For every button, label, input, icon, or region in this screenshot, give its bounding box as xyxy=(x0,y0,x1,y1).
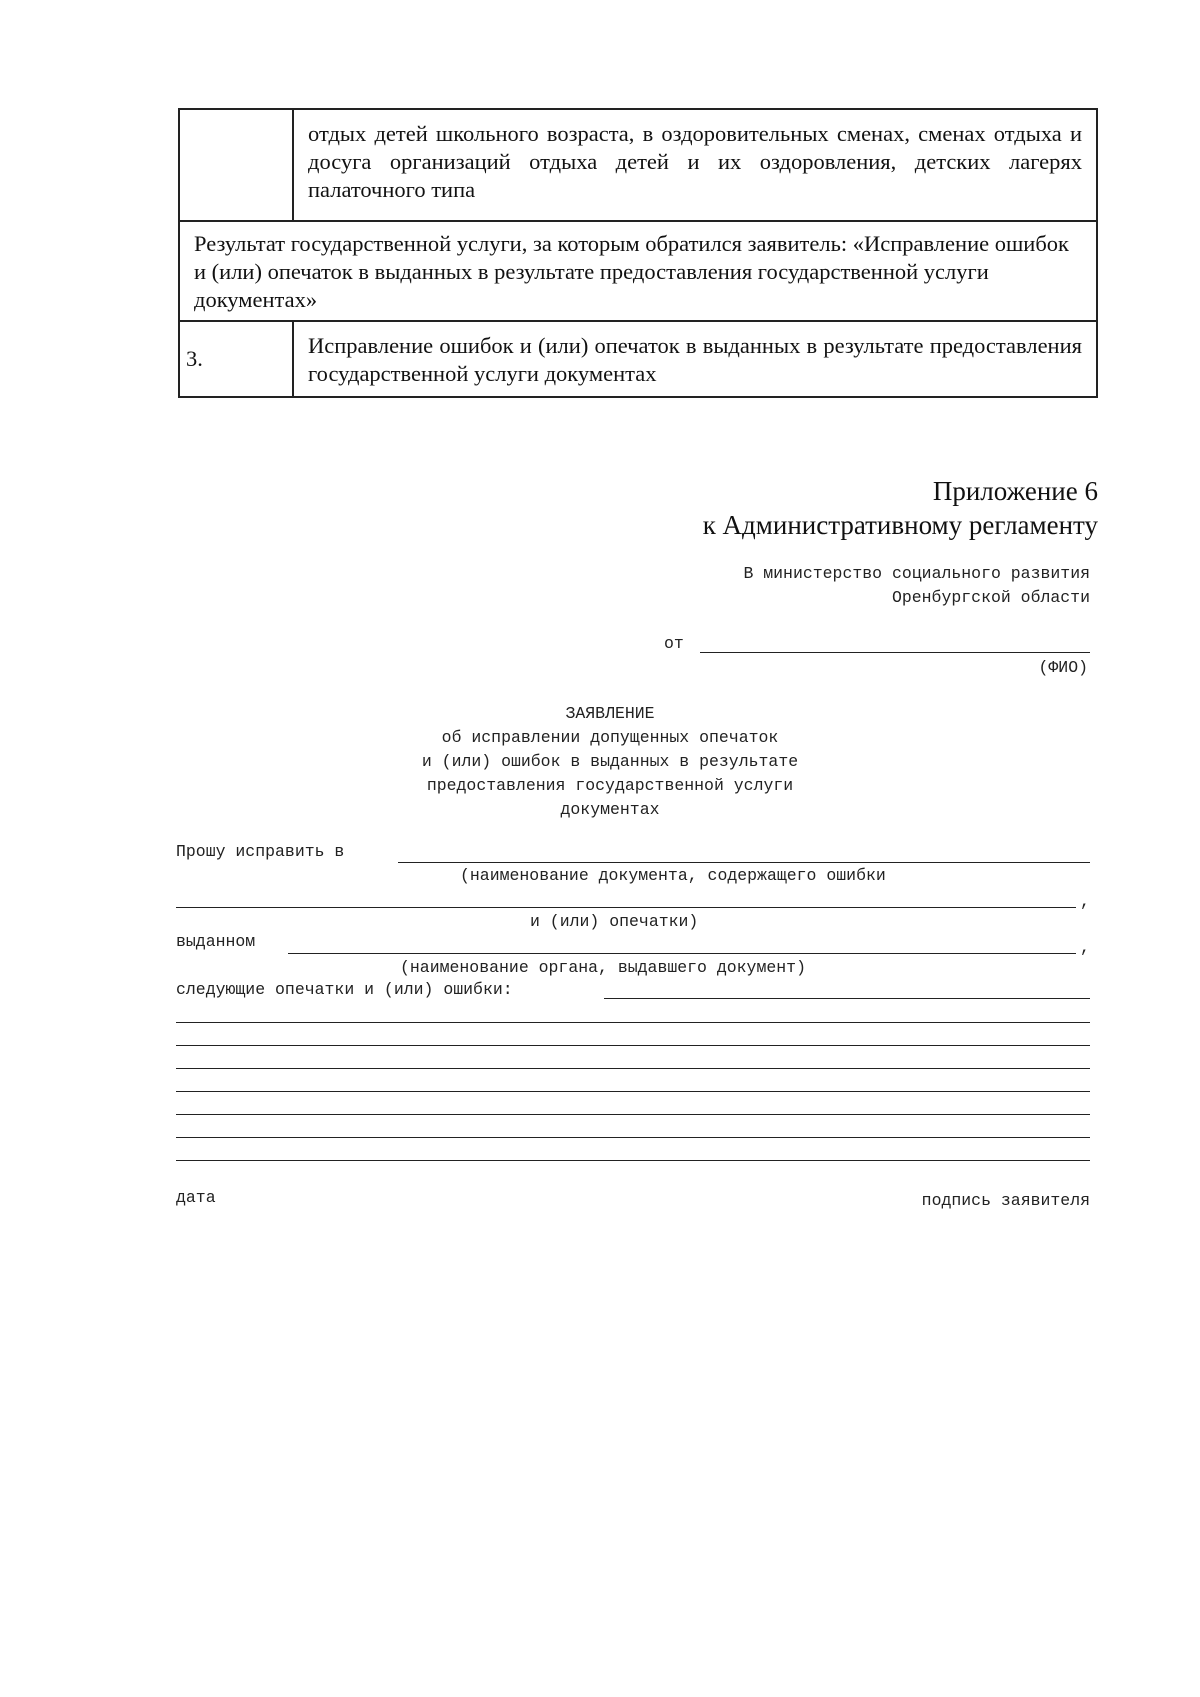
statement-line-2: и (или) ошибок в выданных в результате xyxy=(421,752,799,771)
errors-label: следующие опечатки и (или) ошибки: xyxy=(176,980,513,999)
document-caption: (наименование документа, содержащего ошибки xyxy=(460,866,886,885)
errors-field-line[interactable] xyxy=(176,1091,1090,1092)
statement-line-1: об исправлении допущенных опечаток xyxy=(441,728,779,747)
comma: , xyxy=(1080,938,1090,957)
table-row xyxy=(179,221,1097,321)
table-cell-text: отдых детей школьного возраста, в оздоровительных сменах, сменах отдыха и досуга организаций отдыха детей и их оздоровления, детских лагерях палаточного типа xyxy=(293,109,1097,221)
issued-label: выданном xyxy=(176,932,256,951)
fio-field-line[interactable] xyxy=(700,652,1090,653)
errors-field-line[interactable] xyxy=(176,1137,1090,1138)
from-label: от xyxy=(664,634,684,653)
request-label: Прошу исправить в xyxy=(176,842,345,861)
table-cell-number: 3. xyxy=(179,321,293,397)
signature-label: подпись заявителя xyxy=(921,1191,1090,1210)
table-row xyxy=(179,321,1097,397)
table-cell-result: Результат государственной услуги, за которым обратился заявитель: «Исправление ошибок и (или) опечаток в выданных в результате предоставления государственной услуги документах» xyxy=(179,221,1097,321)
appendix-subtitle: к Административному регламенту xyxy=(702,510,1098,540)
addressee-line-1: В министерство социального развития xyxy=(743,564,1090,583)
errors-field-line[interactable] xyxy=(176,1160,1090,1161)
document-name-field-2[interactable] xyxy=(176,907,1076,908)
table-cell-number xyxy=(179,109,293,221)
errors-field-line[interactable] xyxy=(176,1022,1090,1023)
statement-title: ЗАЯВЛЕНИЕ xyxy=(565,704,655,723)
table-cell-text: Исправление ошибок и (или) опечаток в выданных в результате предоставления государственной услуги документах xyxy=(293,321,1097,397)
addressee-line-2: Оренбургской области xyxy=(891,588,1090,607)
appendix-title: Приложение 6 xyxy=(932,476,1098,506)
date-label: дата xyxy=(176,1188,216,1207)
comma: , xyxy=(1080,892,1090,911)
regulation-table xyxy=(178,108,1098,398)
errors-field-line[interactable] xyxy=(176,1114,1090,1115)
errors-field-line[interactable] xyxy=(604,998,1090,999)
document-caption-2: и (или) опечатки) xyxy=(530,912,699,931)
errors-field-line[interactable] xyxy=(176,1068,1090,1069)
issued-caption: (наименование органа, выдавшего документ) xyxy=(400,958,806,977)
statement-line-3: предоставления государственной услуги xyxy=(426,776,794,795)
issuing-authority-field[interactable] xyxy=(288,953,1076,954)
document-name-field[interactable] xyxy=(398,862,1090,863)
statement-line-4: документах xyxy=(560,800,660,819)
errors-field-line[interactable] xyxy=(176,1045,1090,1046)
table-row xyxy=(179,109,1097,221)
fio-caption: (ФИО) xyxy=(1038,658,1088,677)
